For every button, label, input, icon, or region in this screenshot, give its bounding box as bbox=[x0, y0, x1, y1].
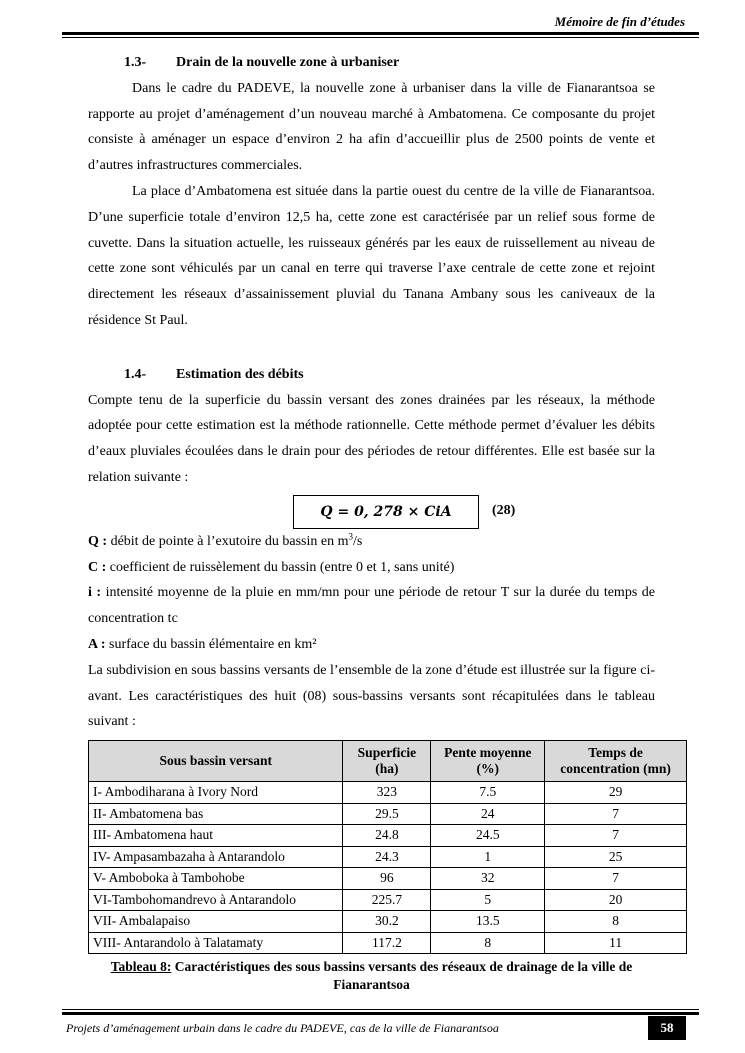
table-cell: 7.5 bbox=[431, 782, 545, 804]
table-cell: 24.5 bbox=[431, 825, 545, 847]
column-header: Superficie (ha) bbox=[343, 741, 431, 782]
caption-label: Tableau 8: bbox=[110, 959, 172, 974]
table-cell: 32 bbox=[431, 868, 545, 890]
table-row bbox=[89, 911, 687, 933]
header-title: Mémoire de fin d’études bbox=[554, 14, 685, 29]
footer-text: Projets d’aménagement urbain dans le cadre du PADEVE, cas de la ville de Fianarantsoa bbox=[66, 1021, 499, 1035]
table-cell: III- Ambatomena haut bbox=[89, 825, 343, 847]
table-row bbox=[89, 889, 687, 911]
definition-text: intensité moyenne de la pluie en mm/mn pour une période de retour T sur la durée du temps de concentration tc bbox=[88, 585, 655, 627]
table-cell: 8 bbox=[431, 932, 545, 954]
data-table bbox=[88, 740, 687, 954]
table-cell: 24.3 bbox=[343, 846, 431, 868]
section-1-3-heading bbox=[124, 50, 655, 76]
table-cell: VIII- Antarandolo à Talatamaty bbox=[89, 932, 343, 954]
table-cell: 7 bbox=[545, 825, 687, 847]
section-1-4-heading bbox=[124, 362, 655, 388]
table-cell: 225.7 bbox=[343, 889, 431, 911]
definition-tail: /s bbox=[353, 533, 363, 549]
table-cell: 323 bbox=[343, 782, 431, 804]
table-cell: 29 bbox=[545, 782, 687, 804]
table-cell: 25 bbox=[545, 846, 687, 868]
table-row bbox=[89, 868, 687, 890]
table-cell: VI-Tambohomandrevo à Antarandolo bbox=[89, 889, 343, 911]
table-row bbox=[89, 803, 687, 825]
formula-box: Q = 0, 278 × CiA bbox=[293, 495, 479, 529]
page-number: 58 bbox=[648, 1016, 686, 1040]
table-cell: 5 bbox=[431, 889, 545, 911]
section-title: Estimation des débits bbox=[176, 366, 304, 382]
definition-i bbox=[88, 580, 655, 632]
definition-term: A : bbox=[88, 636, 106, 652]
definition-text: surface du bassin élémentaire en km² bbox=[105, 636, 317, 652]
table-cell: 29.5 bbox=[343, 803, 431, 825]
table-cell: 96 bbox=[343, 868, 431, 890]
table-cell: 7 bbox=[545, 803, 687, 825]
paragraph: La place d’Ambatomena est située dans la partie ouest du centre de la ville de Fianarantsoa. D’une superficie totale d’environ 12,5 ha, cette zone est caractérisée par un relief sous forme de cuvette. Dans la situation actuelle, les ruisseaux générés par les eaux de ruissellement au niveau de cette zone sont véhiculés par un canal en terre qui traverse l’axe centrale de cette zone et rejoint directement les réseaux d’assainissement pluvial du Tanana Ambany sous les caniveaux de la résidence St Paul. bbox=[88, 183, 655, 328]
column-header: Pente moyenne (%) bbox=[431, 741, 545, 782]
table-cell: 24.8 bbox=[343, 825, 431, 847]
column-header: Temps de concentration (mn) bbox=[545, 741, 687, 782]
table-row bbox=[89, 846, 687, 868]
definition-term: i : bbox=[88, 585, 102, 601]
formula-row bbox=[88, 493, 655, 529]
definition-term: C : bbox=[88, 559, 107, 575]
table-caption bbox=[88, 958, 655, 994]
paragraph: La subdivision en sous bassins versants de l’ensemble de la zone d’étude est illustrée sur la figure ci-avant. Les caractéristiques des huit (08) sous-bassins versants sont récapitulées dans le tableau suivant : bbox=[88, 662, 655, 730]
footer-rule bbox=[62, 1012, 699, 1015]
definition-c bbox=[88, 555, 655, 581]
section-number: 1.4- bbox=[124, 366, 147, 382]
definition-term: Q : bbox=[88, 533, 108, 549]
table-cell: 117.2 bbox=[343, 932, 431, 954]
definition-text: coefficient de ruissèlement du bassin (entre 0 et 1, sans unité) bbox=[106, 559, 455, 575]
caption-text: Caractéristiques des sous bassins versants des réseaux de drainage de la ville de Fianarantsoa bbox=[171, 959, 633, 992]
header-rule bbox=[62, 32, 699, 35]
paragraph: Dans le cadre du PADEVE, la nouvelle zone à urbaniser dans la ville de Fianarantsoa se rapporte au projet d’aménagement d’un nouveau marché à Ambatomena. Ce composante du projet consiste à aménager un espace d’environ 2 ha afin d’accueillir plus de 2500 points de vente et d’autres infrastructures commerciales. bbox=[88, 80, 655, 174]
definition-q bbox=[88, 529, 655, 555]
page-content bbox=[88, 50, 655, 735]
table-cell: 8 bbox=[545, 911, 687, 933]
table-cell: 13.5 bbox=[431, 911, 545, 933]
table-cell: 1 bbox=[431, 846, 545, 868]
definition-a bbox=[88, 632, 655, 658]
table-cell: II- Ambatomena bas bbox=[89, 803, 343, 825]
table-row bbox=[89, 825, 687, 847]
definition-text: débit de pointe à l’exutoire du bassin en m bbox=[107, 533, 349, 549]
table-cell: V- Amboboka à Tambohobe bbox=[89, 868, 343, 890]
table-cell: 24 bbox=[431, 803, 545, 825]
table-cell: I- Ambodiharana à Ivory Nord bbox=[89, 782, 343, 804]
column-header: Sous bassin versant bbox=[89, 741, 343, 782]
table-cell: IV- Ampasambazaha à Antarandolo bbox=[89, 846, 343, 868]
table-cell: 20 bbox=[545, 889, 687, 911]
table-cell: 30.2 bbox=[343, 911, 431, 933]
table-row bbox=[89, 932, 687, 954]
table-cell: 7 bbox=[545, 868, 687, 890]
paragraph: Compte tenu de la superficie du bassin versant des zones drainées par les réseaux, la méthode adoptée pour cette estimation est la méthode rationnelle. Cette méthode permet d’évaluer les débits d’eaux pluviales écoulées dans le drain pour des périodes de retour différentes. Elle est basée sur la relation suivante : bbox=[88, 392, 655, 485]
table-header-row bbox=[89, 741, 687, 782]
formula-number: (28) bbox=[492, 502, 516, 518]
definition-superscript: 3 bbox=[348, 531, 354, 542]
table-row bbox=[89, 782, 687, 804]
section-number: 1.3- bbox=[124, 55, 147, 70]
table-cell: 11 bbox=[545, 932, 687, 954]
header-rule-thin bbox=[62, 37, 699, 38]
footer-rule-thin bbox=[62, 1009, 699, 1010]
section-title: Drain de la nouvelle zone à urbaniser bbox=[176, 55, 400, 70]
table-cell: VII- Ambalapaiso bbox=[89, 911, 343, 933]
